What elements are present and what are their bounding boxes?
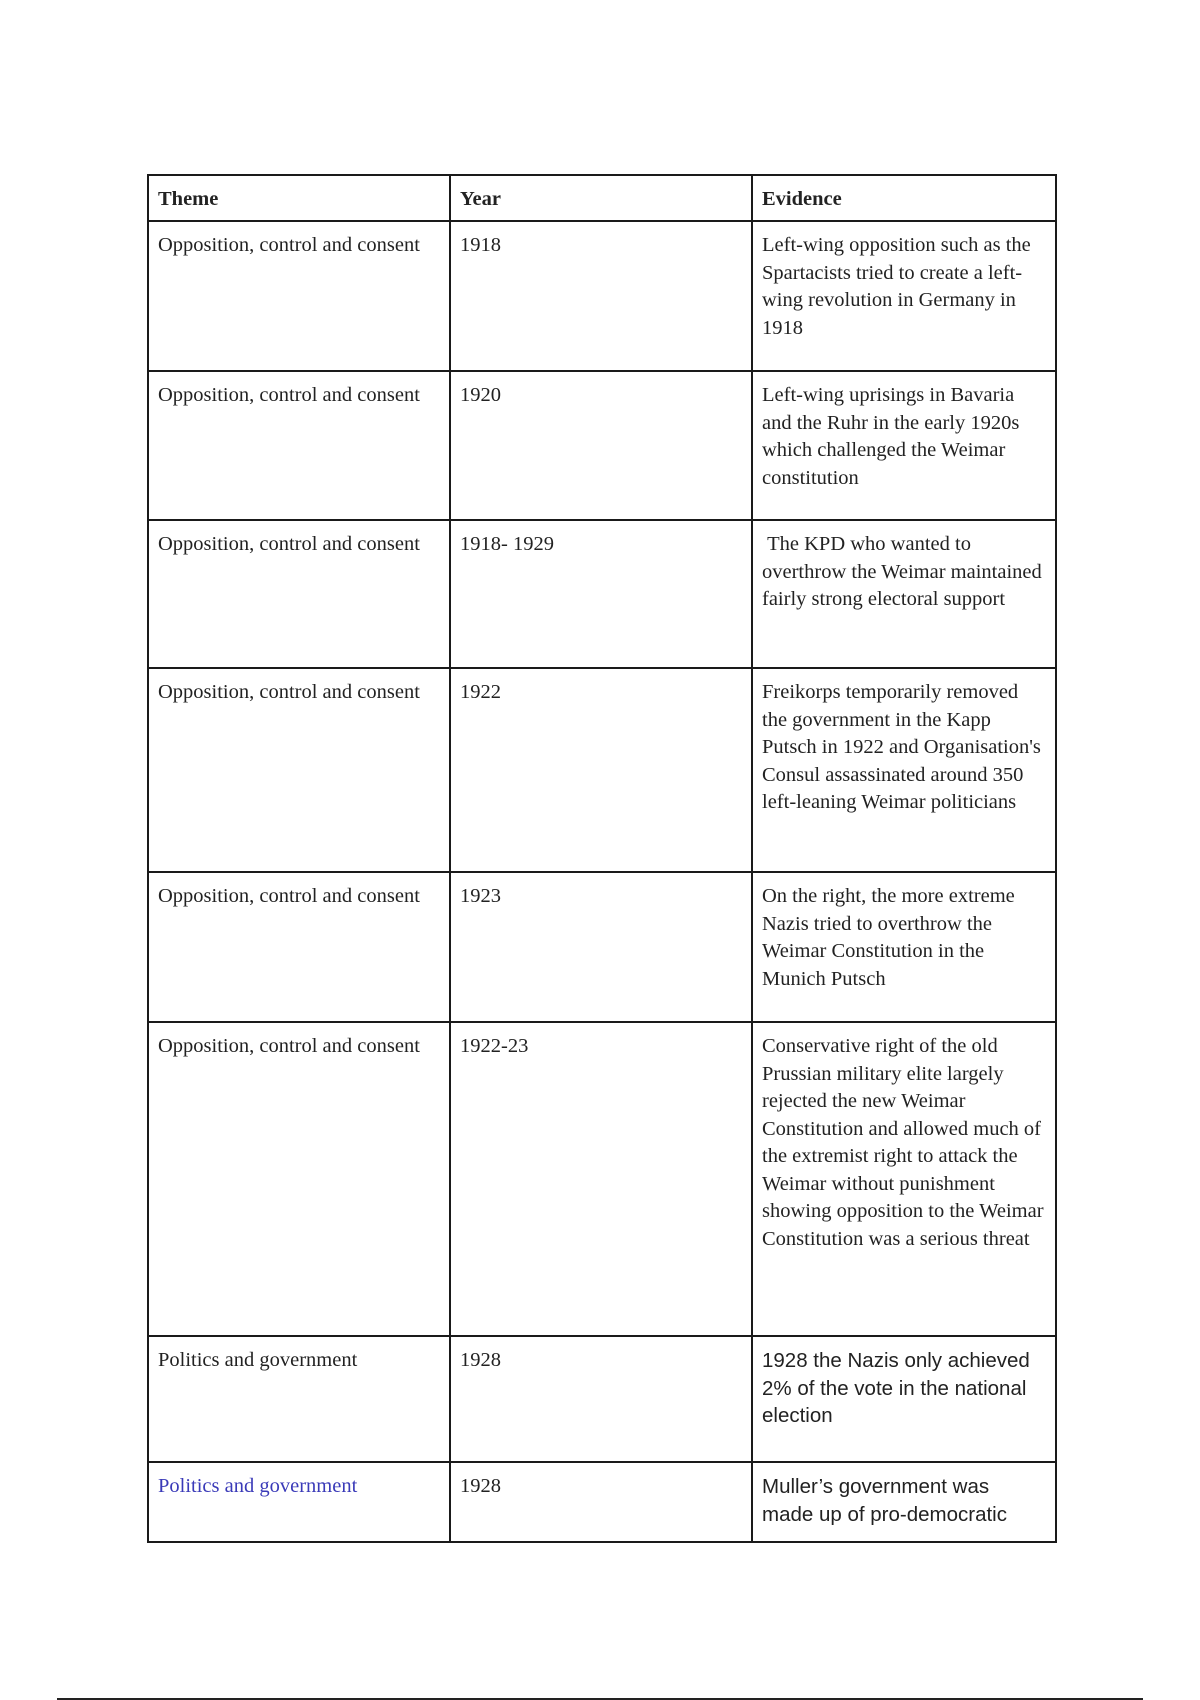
table-row	[148, 371, 1056, 520]
theme-cell: Opposition, control and consent	[148, 872, 450, 1022]
table-row	[148, 221, 1056, 371]
theme-cell: Opposition, control and consent	[148, 221, 450, 371]
evidence-cell: The KPD who wanted to overthrow the Weimar maintained fairly strong electoral support	[752, 520, 1056, 668]
year-cell: 1918- 1929	[450, 520, 752, 668]
year-cell: 1928	[450, 1462, 752, 1542]
table-row	[148, 872, 1056, 1022]
theme-cell: Opposition, control and consent	[148, 371, 450, 520]
table-row	[148, 668, 1056, 872]
theme-cell: Opposition, control and consent	[148, 520, 450, 668]
header-theme: Theme	[148, 175, 450, 221]
evidence-cell: Freikorps temporarily removed the government in the Kapp Putsch in 1922 and Organisation's Consul assassinated around 350 left-leaning Weimar politicians	[752, 668, 1056, 872]
year-cell: 1920	[450, 371, 752, 520]
evidence-cell: Muller’s government was made up of pro-democratic	[752, 1462, 1056, 1542]
header-year: Year	[450, 175, 752, 221]
table-header-row	[148, 175, 1056, 221]
year-cell: 1918	[450, 221, 752, 371]
table-row	[148, 1022, 1056, 1336]
evidence-table	[147, 174, 1057, 1543]
theme-cell: Politics and government	[148, 1336, 450, 1462]
evidence-cell: On the right, the more extreme Nazis tried to overthrow the Weimar Constitution in the Munich Putsch	[752, 872, 1056, 1022]
table-row	[148, 520, 1056, 668]
evidence-cell: Left-wing uprisings in Bavaria and the Ruhr in the early 1920s which challenged the Weimar constitution	[752, 371, 1056, 520]
year-cell: 1928	[450, 1336, 752, 1462]
theme-cell: Opposition, control and consent	[148, 668, 450, 872]
header-evidence: Evidence	[752, 175, 1056, 221]
year-cell: 1922	[450, 668, 752, 872]
evidence-cell: 1928 the Nazis only achieved 2% of the vote in the national election	[752, 1336, 1056, 1462]
table-row	[148, 1336, 1056, 1462]
evidence-cell: Left-wing opposition such as the Spartacists tried to create a left-wing revolution in Germany in 1918	[752, 221, 1056, 371]
evidence-cell: Conservative right of the old Prussian military elite largely rejected the new Weimar Constitution and allowed much of the extremist right to attack the Weimar without punishment showing opposition to the Weimar Constitution was a serious threat	[752, 1022, 1056, 1336]
year-cell: 1923	[450, 872, 752, 1022]
theme-cell: Opposition, control and consent	[148, 1022, 450, 1336]
table-row	[148, 1462, 1056, 1542]
year-cell: 1922-23	[450, 1022, 752, 1336]
theme-cell-link[interactable]: Politics and government	[148, 1462, 450, 1542]
